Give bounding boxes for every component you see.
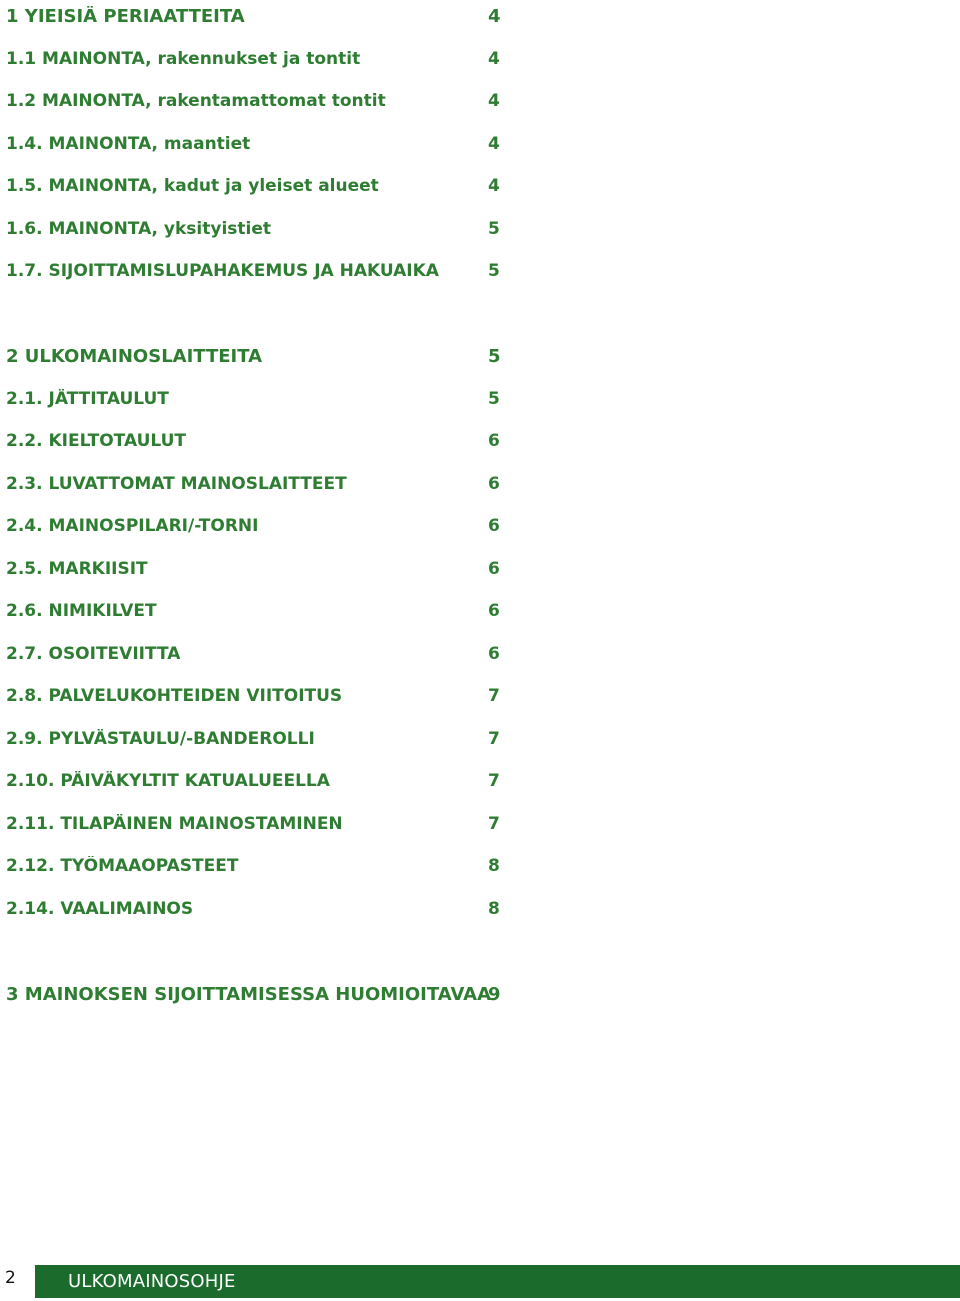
toc-title: 2.12. TYÖMAAOPASTEET [6, 856, 239, 876]
toc-entry-2-4[interactable] [6, 511, 506, 541]
toc-entry-2-12[interactable] [6, 851, 506, 881]
toc-title: 2.2. KIELTOTAULUT [6, 431, 187, 451]
toc-page: 5 [488, 389, 500, 409]
toc-page: 7 [488, 814, 500, 834]
toc-page: 6 [488, 559, 500, 579]
toc-page: 6 [488, 431, 500, 451]
toc-page: 4 [488, 49, 500, 69]
toc-page: 4 [488, 5, 501, 27]
toc-title: 2.1. JÄTTITAULUT [6, 389, 169, 409]
toc-page: 4 [488, 176, 500, 196]
toc-page: 6 [488, 474, 500, 494]
toc-title: 1.6. MAINONTA, yksityistiet [6, 219, 272, 239]
toc-page: 9 [488, 983, 501, 1005]
toc-title: 2.8. PALVELUKOHTEIDEN VIITOITUS [6, 686, 343, 706]
toc-entry-1-2[interactable] [6, 86, 506, 116]
toc-entry-1[interactable] [6, 1, 506, 31]
toc-entry-1-4[interactable] [6, 129, 506, 159]
toc-entry-2-9[interactable] [6, 724, 506, 754]
toc-title: 2.6. NIMIKILVET [6, 601, 157, 621]
toc-page: 5 [488, 261, 500, 281]
toc-entry-2[interactable] [6, 341, 506, 371]
toc-title: 3 MAINOKSEN SIJOITTAMISESSA HUOMIOITAVAA [6, 983, 492, 1005]
toc-title: 2.11. TILAPÄINEN MAINOSTAMINEN [6, 814, 343, 834]
toc-title: 1.4. MAINONTA, maantiet [6, 134, 251, 154]
toc-page: 6 [488, 516, 500, 536]
footer-title: ULKOMAINOSOHJE [68, 1271, 236, 1292]
toc-title: 2.7. OSOITEVIITTA [6, 644, 181, 664]
toc-entry-2-2[interactable] [6, 426, 506, 456]
toc-page: 8 [488, 856, 500, 876]
toc-page: 5 [488, 219, 500, 239]
toc-title: 2.9. PYLVÄSTAULU/-BANDEROLLI [6, 729, 315, 749]
toc-entry-1-7[interactable] [6, 256, 506, 286]
toc-entry-1-1[interactable] [6, 44, 506, 74]
toc-page: 8 [488, 899, 500, 919]
toc-entry-2-5[interactable] [6, 554, 506, 584]
toc-title: 1.2 MAINONTA, rakentamattomat tontit [6, 91, 386, 111]
toc-page: 4 [488, 91, 500, 111]
toc-entry-2-6[interactable] [6, 596, 506, 626]
toc-title: 1.5. MAINONTA, kadut ja yleiset alueet [6, 176, 379, 196]
toc-entry-2-7[interactable] [6, 639, 506, 669]
toc-page: 4 [488, 134, 500, 154]
toc-page: 5 [488, 345, 501, 367]
toc-entry-2-10[interactable] [6, 766, 506, 796]
toc-entry-2-14[interactable] [6, 894, 506, 924]
toc-page: 7 [488, 729, 500, 749]
toc-title: 2.5. MARKIISIT [6, 559, 148, 579]
toc-entry-2-11[interactable] [6, 809, 506, 839]
toc-title: 2 ULKOMAINOSLAITTEITA [6, 345, 263, 367]
toc-title: 1.7. SIJOITTAMISLUPAHAKEMUS JA HAKUAIKA [6, 261, 439, 281]
footer-bar [35, 1265, 960, 1298]
page-number: 2 [5, 1268, 16, 1288]
toc-page: 7 [488, 771, 500, 791]
toc-entry-1-5[interactable] [6, 171, 506, 201]
toc-page: 6 [488, 601, 500, 621]
toc-entry-2-3[interactable] [6, 469, 506, 499]
toc-entry-3[interactable] [6, 979, 506, 1009]
toc-page: 6 [488, 644, 500, 664]
toc-title: 1.1 MAINONTA, rakennukset ja tontit [6, 49, 361, 69]
toc-title: 2.14. VAALIMAINOS [6, 899, 194, 919]
toc-entry-1-6[interactable] [6, 214, 506, 244]
toc-title: 2.3. LUVATTOMAT MAINOSLAITTEET [6, 474, 347, 494]
toc-title: 1 YIEISIÄ PERIAATTEITA [6, 5, 245, 27]
toc-entry-2-8[interactable] [6, 681, 506, 711]
toc-entry-2-1[interactable] [6, 384, 506, 414]
toc-title: 2.10. PÄIVÄKYLTIT KATUALUEELLA [6, 771, 330, 791]
toc-page: 7 [488, 686, 500, 706]
toc-title: 2.4. MAINOSPILARI/-TORNI [6, 516, 259, 536]
